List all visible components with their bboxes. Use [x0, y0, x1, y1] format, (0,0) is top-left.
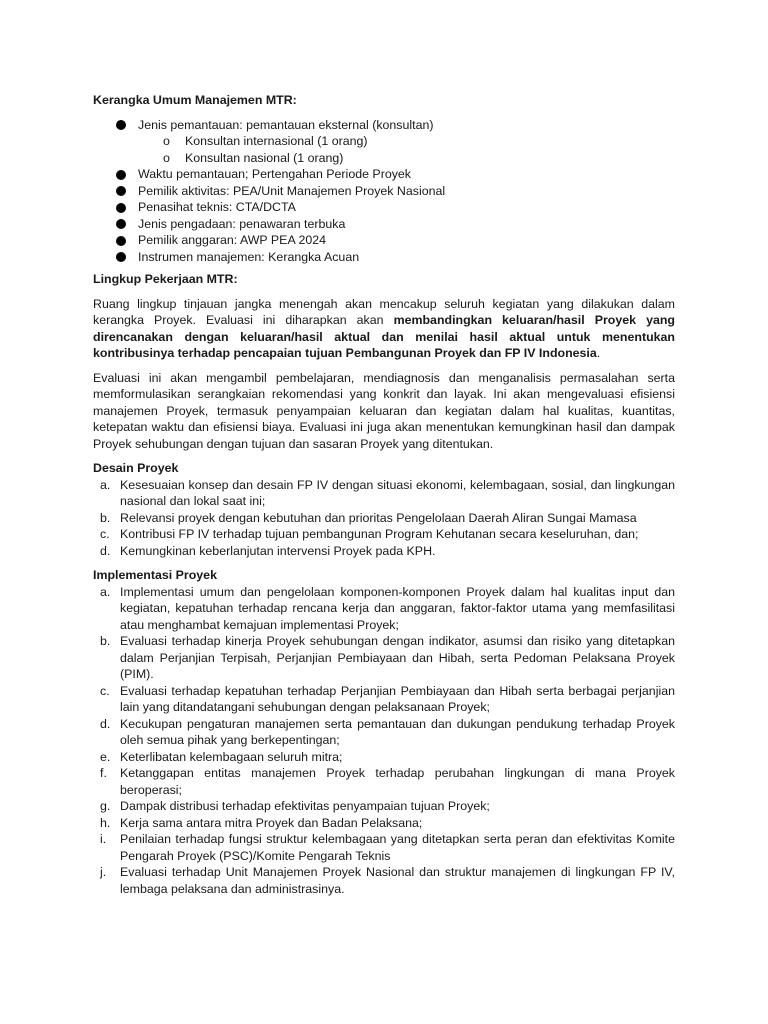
- list-item: [93, 749, 675, 766]
- list-marker: h.: [100, 815, 111, 830]
- list-item: [93, 716, 675, 749]
- list-item: [93, 510, 675, 527]
- list-item-text: Implementasi umum dan pengelolaan komponen-komponen Proyek dalam hal kualitas input dan kegiatan, kepatuhan terhadap rencana kerja dan anggaran, faktor-faktor utama yang memfasilitasi atau menghambat kemajuan implementasi Proyek;: [120, 584, 675, 632]
- list-item-text: Evaluasi terhadap kepatuhan terhadap Perjanjian Pembiayaan dan Hibah serta berbagai perjanjian lain yang ditandatangani sehubungan dengan pelaksanaan Proyek;: [120, 683, 675, 714]
- list-item: [93, 815, 675, 832]
- document-page: [93, 92, 675, 897]
- list-item-text: Kontribusi FP IV terhadap tujuan pembangunan Program Kehutanan secara keseluruhan, dan;: [120, 527, 639, 541]
- list-item: [93, 798, 675, 815]
- list-marker: c.: [100, 527, 110, 541]
- scope-p1-text: Ruang lingkup tinjauan jangka menengah akan mencakup seluruh kegiatan yang dilakukan dalam kerangka Proyek. Evaluasi ini diharapkan akan: [93, 296, 675, 327]
- list-item-text: Keterlibatan kelembagaan seluruh mitra;: [120, 749, 343, 764]
- list-item-text: Kemungkinan keberlanjutan intervensi Proyek pada KPH.: [120, 543, 436, 558]
- list-item: Penasihat teknis: CTA/DCTA: [93, 199, 675, 216]
- list-item-text: Dampak distribusi terhadap efektivitas penyampaian tujuan Proyek;: [120, 799, 490, 813]
- design-heading: Desain Proyek: [93, 461, 179, 475]
- list-marker: b.: [100, 510, 111, 525]
- list-marker: f.: [100, 766, 107, 780]
- list-marker: a.: [100, 584, 111, 599]
- list-item-text: Penilaian terhadap fungsi struktur kelembagaan yang ditetapkan serta peran dan efektivitas Komite Pengarah Proyek (PSC)/Komite Pengarah Teknis: [120, 832, 675, 863]
- implementation-heading: Implementasi Proyek: [93, 568, 217, 582]
- list-item: [93, 864, 675, 897]
- design-list: [93, 477, 675, 560]
- list-item: Waktu pemantauan; Pertengahan Periode Proyek: [93, 166, 675, 183]
- list-item-text: Evaluasi terhadap kinerja Proyek sehubungan dengan indikator, asumsi dan risiko yang ditetapkan dalam Perjanjian Terpisah, Perjanjian Pembiayaan dan Hibah, serta Pedoman Pelaksana Proyek (PIM).: [120, 634, 675, 681]
- scope-heading: Lingkup Pekerjaan MTR:: [93, 272, 238, 286]
- list-item-text: Kecukupan pengaturan manajemen serta pemantauan dan dukungan pendukung terhadap Proyek oleh semua pihak yang berkepentingan;: [120, 716, 675, 747]
- list-item-text: Relevansi proyek dengan kebutuhan dan prioritas Pengelolaan Daerah Aliran Sungai Mamasa: [120, 510, 637, 525]
- list-item: Pemilik anggaran: AWP PEA 2024: [93, 232, 675, 249]
- list-item: Jenis pengadaan: penawaran terbuka: [93, 216, 675, 233]
- list-marker: d.: [100, 716, 111, 731]
- list-marker: g.: [100, 799, 111, 813]
- framework-heading: Kerangka Umum Manajemen MTR:: [93, 93, 297, 107]
- list-marker: c.: [100, 683, 110, 698]
- list-marker: j.: [100, 865, 107, 879]
- list-marker: i.: [100, 832, 107, 846]
- list-item: [93, 683, 675, 716]
- scope-paragraph-2: Evaluasi ini akan mengambil pembelajaran, mendiagnosis dan menganalisis permasalahan serta memformulasikan serangkaian rekomendasi yang konkrit dan layak. Ini akan mengevaluasi efisiensi manajemen Proyek, termasuk penyampaian keluaran dan kegiatan dalam hal kualitas, kuantitas, ketepatan waktu dan efisiensi biaya. Evaluasi ini juga akan menentukan kemungkinan hasil dan dampak Proyek sehubungan dengan tujuan dan sasaran Proyek yang ditentukan.: [93, 370, 675, 451]
- list-marker: a.: [100, 477, 111, 492]
- list-item: Pemilik aktivitas: PEA/Unit Manajemen Proyek Nasional: [93, 183, 675, 200]
- scope-p1-bold: membandingkan keluaran/hasil Proyek yang direncanakan dengan keluaran/hasil aktual dan menilai hasil aktual untuk menentukan kontribusinya terhadap pencapaian tujuan Pembangunan Proyek dan FP IV Indonesia: [93, 313, 675, 360]
- list-item: o Konsultan nasional (1 orang): [93, 150, 675, 167]
- list-item: [93, 526, 675, 543]
- list-item-text: Evaluasi terhadap Unit Manajemen Proyek Nasional dan struktur manajemen di lingkungan FP IV, lembaga pelaksana dan administrasinya.: [120, 865, 675, 896]
- list-item-text: Kerja sama antara mitra Proyek dan Badan Pelaksana;: [120, 815, 423, 830]
- list-item: [93, 477, 675, 510]
- list-item: [93, 633, 675, 683]
- implementation-list: [93, 584, 675, 898]
- list-marker: d.: [100, 543, 111, 558]
- list-item-text: Ketanggapan entitas manajemen Proyek terhadap perubahan lingkungan di mana Proyek beroperasi;: [120, 766, 675, 797]
- list-item-text: Kesesuaian konsep dan desain FP IV dengan situasi ekonomi, kelembagaan, sosial, dan lingkungan nasional dan lokal saat ini;: [120, 477, 675, 508]
- list-item: o Konsultan internasional (1 orang): [93, 133, 675, 150]
- list-item: Jenis pemantauan: pemantauan eksternal (konsultan): [93, 117, 675, 134]
- list-item: [93, 831, 675, 864]
- list-item: [93, 543, 675, 560]
- list-item: [93, 765, 675, 798]
- list-item: Instrumen manajemen: Kerangka Acuan: [93, 249, 675, 266]
- list-marker: b.: [100, 634, 111, 648]
- scope-p1-end: .: [596, 346, 601, 360]
- list-marker: e.: [100, 749, 111, 764]
- scope-paragraph-1: [93, 296, 675, 362]
- list-item: [93, 584, 675, 634]
- framework-list: [93, 117, 675, 266]
